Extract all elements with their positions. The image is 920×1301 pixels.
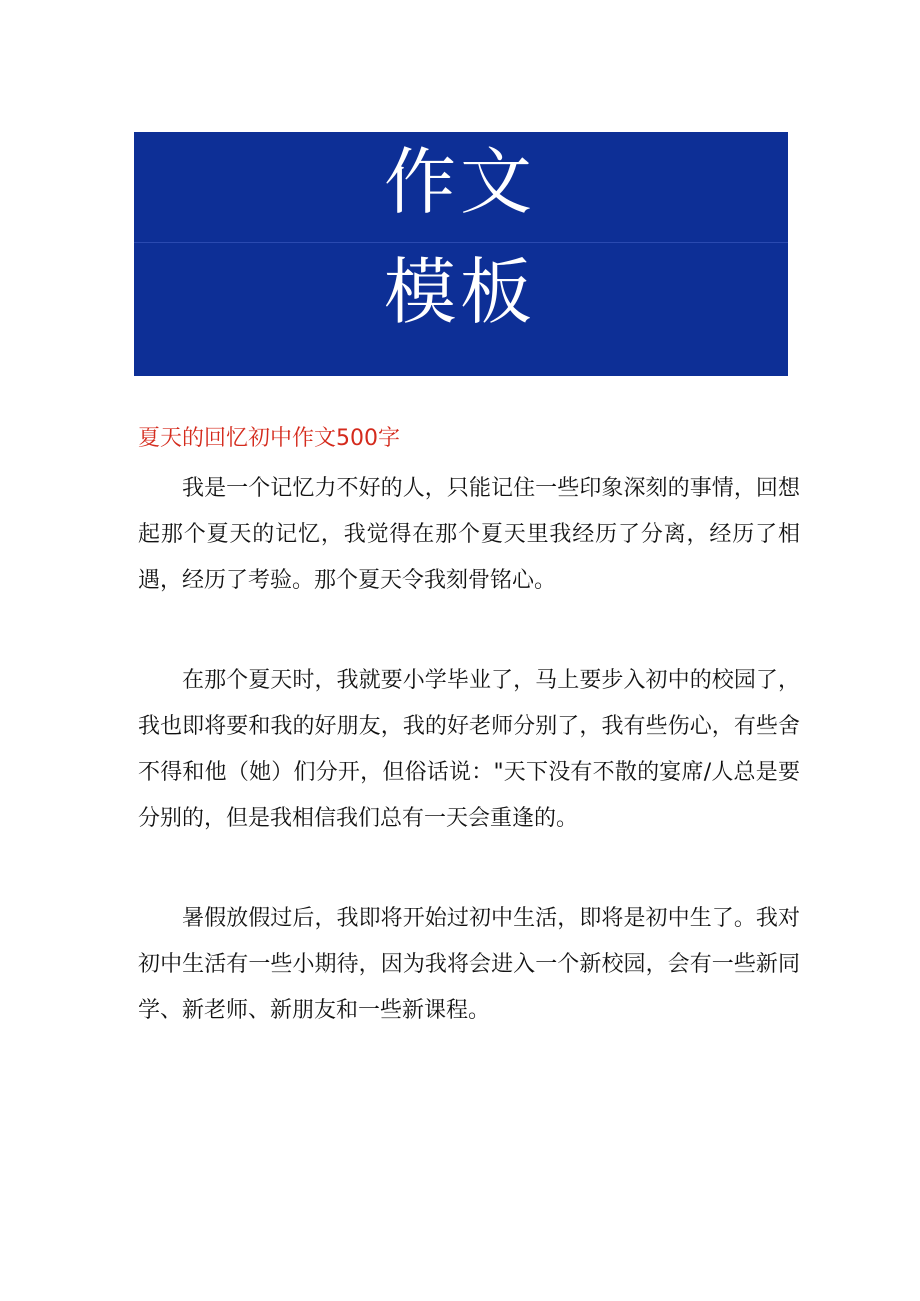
essay-title: 夏天的回忆初中作文500字	[138, 426, 400, 451]
essay-paragraph-3: 暑假放假过后，我即将开始过初中生活，即将是初中生了。我对初中生活有一些小期待，因为我将会进入一个新校园，会有一些新同学、新老师、新朋友和一些新课程。	[138, 906, 800, 1023]
essay-paragraph-1: 我是一个记忆力不好的人，只能记住一些印象深刻的事情，回想起那个夏天的记忆，我觉得在那个夏天里我经历了分离，经历了相遇，经历了考验。那个夏天令我刻骨铭心。	[138, 476, 800, 593]
banner-title-line-1: 作文	[383, 140, 536, 224]
banner-title-line-2: 模板	[383, 250, 536, 334]
essay-paragraph-2: 在那个夏天时，我就要小学毕业了，马上要步入初中的校园了，我也即将要和我的好朋友，我的好老师分别了，我有些伤心，有些舍不得和他（她）们分开，但俗话说："天下没有不散的宴席/人总是要分别的，但是我相信我们总有一天会重逢的。	[138, 668, 800, 831]
